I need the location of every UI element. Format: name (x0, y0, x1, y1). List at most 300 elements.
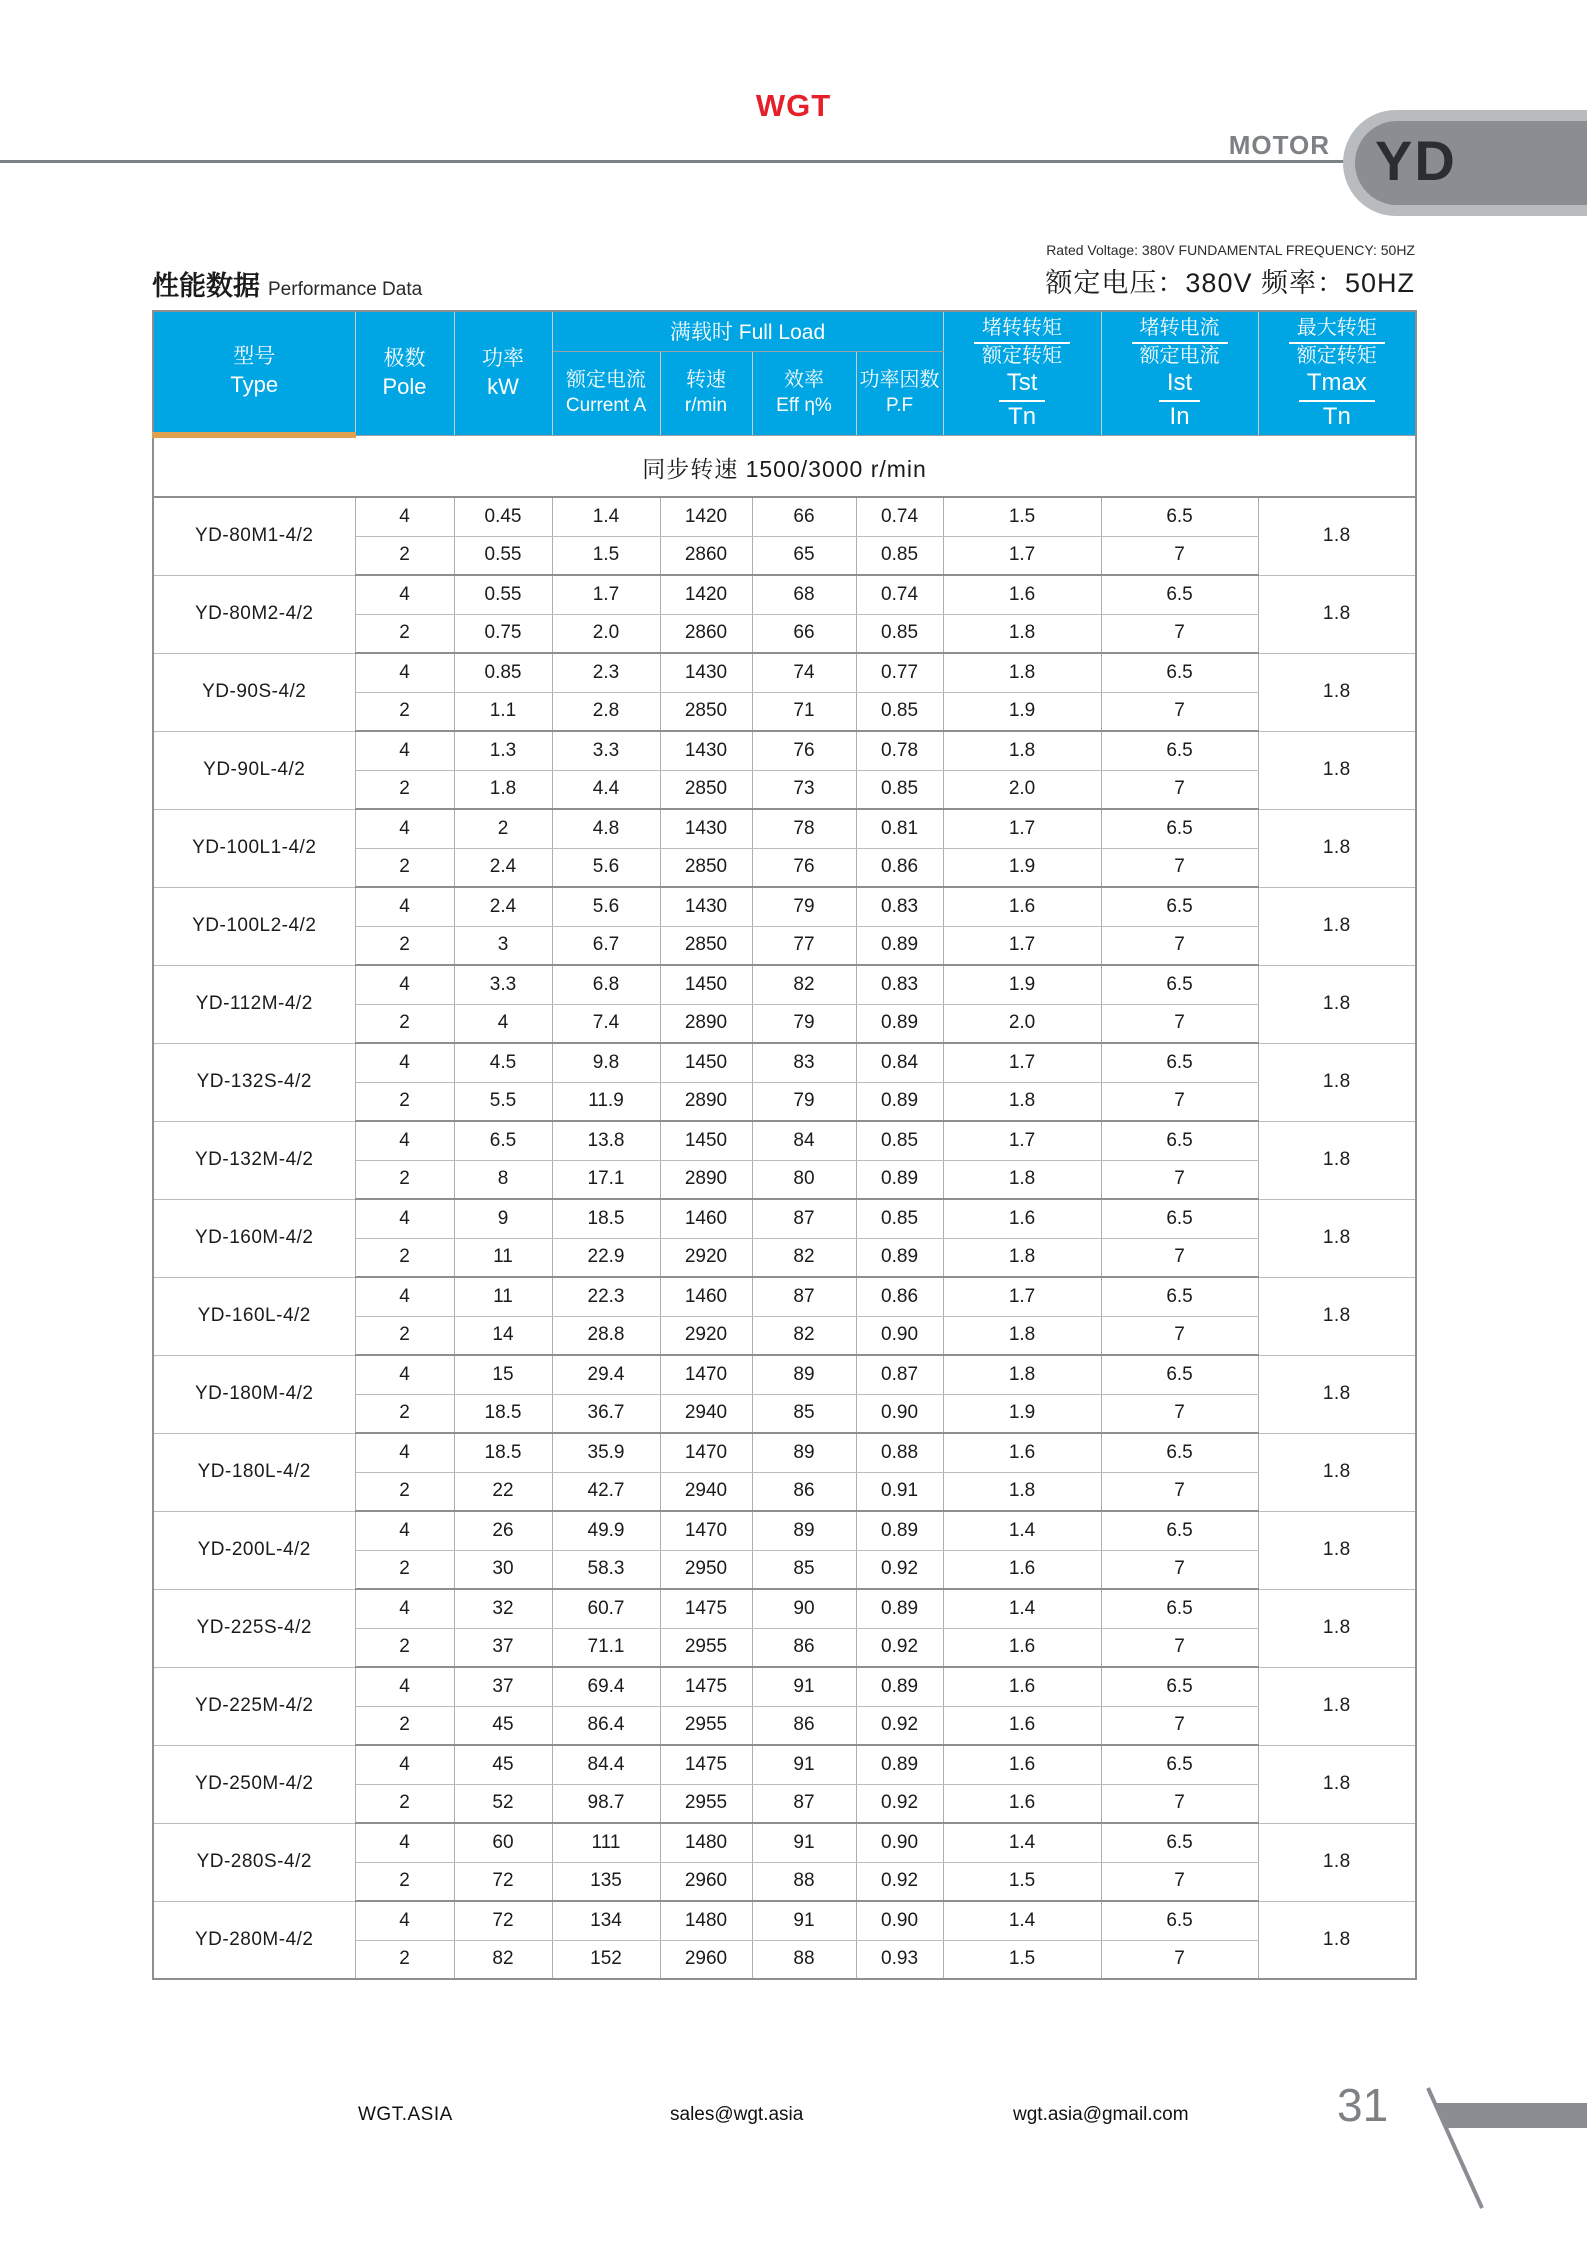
value-cell: 2 (355, 1316, 454, 1355)
wgt-logo: WGT (755, 88, 832, 123)
header-rule (0, 160, 1349, 163)
value-cell: 1475 (660, 1667, 752, 1706)
value-cell: 7 (1101, 1238, 1258, 1277)
tst-numerator-zh: 堵转转矩 (974, 316, 1070, 344)
value-cell: 1470 (660, 1355, 752, 1394)
value-cell: 1460 (660, 1277, 752, 1316)
value-cell: 73 (752, 770, 856, 809)
value-cell: 4 (355, 575, 454, 614)
value-cell: 2.0 (943, 1004, 1101, 1043)
value-cell: 0.81 (856, 809, 943, 848)
series-badge (1343, 110, 1587, 216)
value-cell: 1.4 (943, 1901, 1101, 1940)
value-cell: 91 (752, 1667, 856, 1706)
value-cell: 32 (454, 1589, 552, 1628)
value-cell: 1.5 (943, 1940, 1101, 1979)
value-cell: 14 (454, 1316, 552, 1355)
value-cell: 0.78 (856, 731, 943, 770)
value-cell: 7 (1101, 1082, 1258, 1121)
value-cell: 42.7 (552, 1472, 660, 1511)
value-cell: 134 (552, 1901, 660, 1940)
table-row (153, 575, 1416, 614)
value-cell: 6.5 (1101, 1433, 1258, 1472)
value-cell: 1475 (660, 1589, 752, 1628)
value-cell: 11.9 (552, 1082, 660, 1121)
value-cell: 1.8 (943, 1082, 1101, 1121)
synchronous-speed-label: 同步转速 1500/3000 r/min (153, 435, 1416, 497)
value-cell: 1.3 (454, 731, 552, 770)
value-cell: 1.8 (943, 1238, 1101, 1277)
table-row (153, 1823, 1416, 1862)
ist-numerator: Ist (1159, 368, 1200, 401)
motor-type-cell: YD-90S-4/2 (153, 653, 355, 731)
tmax-ratio-cell: 1.8 (1258, 1511, 1416, 1589)
value-cell: 6.5 (1101, 1589, 1258, 1628)
value-cell: 0.75 (454, 614, 552, 653)
col-header-pf (856, 351, 943, 435)
table-row (153, 887, 1416, 926)
value-cell: 1480 (660, 1901, 752, 1940)
value-cell: 86 (752, 1472, 856, 1511)
value-cell: 4 (355, 653, 454, 692)
value-cell: 5.5 (454, 1082, 552, 1121)
value-cell: 1420 (660, 575, 752, 614)
value-cell: 6.5 (1101, 497, 1258, 536)
value-cell: 3 (454, 926, 552, 965)
value-cell: 2955 (660, 1784, 752, 1823)
value-cell: 0.93 (856, 1940, 943, 1979)
value-cell: 0.89 (856, 1511, 943, 1550)
value-cell: 2950 (660, 1550, 752, 1589)
value-cell: 91 (752, 1901, 856, 1940)
value-cell: 1.7 (943, 926, 1101, 965)
table-row (153, 1121, 1416, 1160)
value-cell: 82 (752, 965, 856, 1004)
value-cell: 91 (752, 1823, 856, 1862)
value-cell: 6.5 (1101, 1667, 1258, 1706)
value-cell: 2850 (660, 926, 752, 965)
footer-email-gmail: wgt.asia@gmail.com (1013, 2104, 1189, 2125)
motor-type-cell: YD-160M-4/2 (153, 1199, 355, 1277)
value-cell: 6.5 (1101, 1901, 1258, 1940)
value-cell: 11 (454, 1238, 552, 1277)
value-cell: 1.6 (943, 1706, 1101, 1745)
value-cell: 72 (454, 1901, 552, 1940)
col-header-pf-en: P.F (885, 394, 914, 416)
value-cell: 60 (454, 1823, 552, 1862)
motor-type-cell: YD-160L-4/2 (153, 1277, 355, 1355)
tmax-ratio-cell: 1.8 (1258, 1199, 1416, 1277)
value-cell: 2 (355, 1862, 454, 1901)
value-cell: 90 (752, 1589, 856, 1628)
value-cell: 6.8 (552, 965, 660, 1004)
value-cell: 4.5 (454, 1043, 552, 1082)
value-cell: 2920 (660, 1238, 752, 1277)
value-cell: 1.8 (943, 653, 1101, 692)
value-cell: 1.6 (943, 1433, 1101, 1472)
tmax-ratio-cell: 1.8 (1258, 497, 1416, 575)
table-row (153, 1667, 1416, 1706)
value-cell: 135 (552, 1862, 660, 1901)
value-cell: 0.77 (856, 653, 943, 692)
value-cell: 30 (454, 1550, 552, 1589)
value-cell: 4 (355, 809, 454, 848)
value-cell: 1.7 (943, 536, 1101, 575)
tmax-ratio-cell: 1.8 (1258, 809, 1416, 887)
value-cell: 0.89 (856, 1589, 943, 1628)
value-cell: 7 (1101, 1394, 1258, 1433)
rated-voltage-block (1045, 242, 1415, 300)
motor-type-cell: YD-132S-4/2 (153, 1043, 355, 1121)
value-cell: 0.85 (856, 770, 943, 809)
value-cell: 74 (752, 653, 856, 692)
value-cell: 1.4 (552, 497, 660, 536)
motor-type-cell: YD-180M-4/2 (153, 1355, 355, 1433)
motor-type-cell: YD-225S-4/2 (153, 1589, 355, 1667)
value-cell: 0.74 (856, 497, 943, 536)
value-cell: 0.55 (454, 536, 552, 575)
value-cell: 77 (752, 926, 856, 965)
value-cell: 6.5 (1101, 1823, 1258, 1862)
value-cell: 4 (355, 1901, 454, 1940)
value-cell: 9 (454, 1199, 552, 1238)
value-cell: 1430 (660, 887, 752, 926)
value-cell: 0.89 (856, 1745, 943, 1784)
value-cell: 0.85 (856, 692, 943, 731)
table-row (153, 965, 1416, 1004)
tmax-numerator: Tmax (1299, 368, 1375, 401)
value-cell: 0.83 (856, 887, 943, 926)
value-cell: 66 (752, 614, 856, 653)
tmax-ratio-cell: 1.8 (1258, 1667, 1416, 1745)
value-cell: 2920 (660, 1316, 752, 1355)
value-cell: 2960 (660, 1862, 752, 1901)
col-header-ist-in (1101, 311, 1258, 435)
value-cell: 72 (454, 1862, 552, 1901)
value-cell: 79 (752, 1082, 856, 1121)
ist-denominator-zh: 额定电流 (1139, 344, 1220, 367)
footer-corner-decoration (1420, 2075, 1587, 2215)
value-cell: 86.4 (552, 1706, 660, 1745)
value-cell: 3.3 (552, 731, 660, 770)
value-cell: 0.89 (856, 1082, 943, 1121)
value-cell: 0.55 (454, 575, 552, 614)
value-cell: 1.7 (943, 1277, 1101, 1316)
value-cell: 1.6 (943, 1628, 1101, 1667)
value-cell: 1.5 (943, 497, 1101, 536)
motor-type-cell: YD-90L-4/2 (153, 731, 355, 809)
value-cell: 84.4 (552, 1745, 660, 1784)
value-cell: 0.90 (856, 1823, 943, 1862)
value-cell: 1.6 (943, 575, 1101, 614)
table-row (153, 1433, 1416, 1472)
value-cell: 2 (355, 770, 454, 809)
value-cell: 52 (454, 1784, 552, 1823)
value-cell: 4.8 (552, 809, 660, 848)
motor-type-cell: YD-180L-4/2 (153, 1433, 355, 1511)
value-cell: 2 (355, 1004, 454, 1043)
value-cell: 6.5 (1101, 1511, 1258, 1550)
motor-type-cell: YD-280M-4/2 (153, 1901, 355, 1979)
value-cell: 4 (355, 731, 454, 770)
col-header-current-zh: 额定电流 (566, 369, 646, 392)
col-header-power-en: kW (487, 373, 519, 399)
value-cell: 1.7 (943, 1043, 1101, 1082)
value-cell: 2940 (660, 1394, 752, 1433)
synchronous-speed-row (153, 435, 1416, 497)
value-cell: 0.89 (856, 1238, 943, 1277)
table-row (153, 1901, 1416, 1940)
value-cell: 79 (752, 1004, 856, 1043)
value-cell: 4.4 (552, 770, 660, 809)
value-cell: 0.92 (856, 1628, 943, 1667)
value-cell: 7.4 (552, 1004, 660, 1043)
value-cell: 1.6 (943, 1199, 1101, 1238)
value-cell: 8 (454, 1160, 552, 1199)
value-cell: 7 (1101, 1862, 1258, 1901)
value-cell: 1430 (660, 809, 752, 848)
value-cell: 2850 (660, 770, 752, 809)
value-cell: 0.85 (856, 536, 943, 575)
value-cell: 17.1 (552, 1160, 660, 1199)
value-cell: 6.5 (1101, 653, 1258, 692)
value-cell: 6.5 (1101, 887, 1258, 926)
value-cell: 7 (1101, 926, 1258, 965)
value-cell: 1.6 (943, 1784, 1101, 1823)
value-cell: 4 (355, 1823, 454, 1862)
value-cell: 2850 (660, 848, 752, 887)
value-cell: 60.7 (552, 1589, 660, 1628)
value-cell: 89 (752, 1511, 856, 1550)
value-cell: 87 (752, 1277, 856, 1316)
value-cell: 4 (355, 497, 454, 536)
value-cell: 2850 (660, 692, 752, 731)
value-cell: 2 (355, 1238, 454, 1277)
value-cell: 1450 (660, 1043, 752, 1082)
tst-denominator-zh: 额定转矩 (982, 344, 1063, 367)
value-cell: 7 (1101, 1550, 1258, 1589)
value-cell: 4 (355, 887, 454, 926)
value-cell: 3.3 (454, 965, 552, 1004)
value-cell: 45 (454, 1706, 552, 1745)
value-cell: 88 (752, 1940, 856, 1979)
value-cell: 69.4 (552, 1667, 660, 1706)
value-cell: 85 (752, 1550, 856, 1589)
col-header-speed-en: r/min (684, 394, 728, 416)
value-cell: 0.85 (856, 1199, 943, 1238)
value-cell: 7 (1101, 770, 1258, 809)
value-cell: 2 (355, 1394, 454, 1433)
table-row (153, 1511, 1416, 1550)
value-cell: 1.9 (943, 965, 1101, 1004)
value-cell: 71.1 (552, 1628, 660, 1667)
value-cell: 71 (752, 692, 856, 731)
value-cell: 1430 (660, 653, 752, 692)
value-cell: 29.4 (552, 1355, 660, 1394)
value-cell: 1.8 (943, 1355, 1101, 1394)
value-cell: 0.92 (856, 1550, 943, 1589)
value-cell: 1.8 (943, 1316, 1101, 1355)
footer-email-sales: sales@wgt.asia (670, 2104, 804, 2125)
col-header-tst-tn (943, 311, 1101, 435)
value-cell: 1470 (660, 1511, 752, 1550)
value-cell: 0.85 (856, 1121, 943, 1160)
value-cell: 68 (752, 575, 856, 614)
motor-type-cell: YD-250M-4/2 (153, 1745, 355, 1823)
value-cell: 98.7 (552, 1784, 660, 1823)
value-cell: 7 (1101, 1472, 1258, 1511)
page-number: 31 (1337, 2079, 1389, 2131)
value-cell: 58.3 (552, 1550, 660, 1589)
value-cell: 2 (355, 926, 454, 965)
value-cell: 78 (752, 809, 856, 848)
value-cell: 1.7 (943, 1121, 1101, 1160)
col-header-type-zh: 型号 (233, 345, 276, 369)
value-cell: 85 (752, 1394, 856, 1433)
value-cell: 4 (355, 1355, 454, 1394)
col-header-pole-en: Pole (382, 373, 427, 399)
col-header-speed-zh: 转速 (686, 369, 726, 392)
tmax-ratio-cell: 1.8 (1258, 731, 1416, 809)
value-cell: 87 (752, 1784, 856, 1823)
col-header-full-load: 满载时 Full Load (552, 311, 943, 351)
table-row (153, 1745, 1416, 1784)
value-cell: 1.6 (943, 887, 1101, 926)
col-header-eff (752, 351, 856, 435)
tmax-ratio-cell: 1.8 (1258, 1121, 1416, 1199)
value-cell: 18.5 (454, 1433, 552, 1472)
motor-label: MOTOR (1228, 130, 1330, 160)
value-cell: 111 (552, 1823, 660, 1862)
value-cell: 86 (752, 1706, 856, 1745)
value-cell: 6.5 (1101, 1277, 1258, 1316)
value-cell: 4 (355, 1043, 454, 1082)
value-cell: 1.8 (454, 770, 552, 809)
value-cell: 45 (454, 1745, 552, 1784)
value-cell: 1.6 (943, 1550, 1101, 1589)
tmax-ratio-cell: 1.8 (1258, 887, 1416, 965)
value-cell: 7 (1101, 1160, 1258, 1199)
value-cell: 2.0 (943, 770, 1101, 809)
value-cell: 7 (1101, 536, 1258, 575)
col-header-power-zh: 功率 (482, 346, 524, 370)
value-cell: 2 (355, 1550, 454, 1589)
value-cell: 6.5 (1101, 809, 1258, 848)
motor-type-cell: YD-225M-4/2 (153, 1667, 355, 1745)
value-cell: 49.9 (552, 1511, 660, 1550)
value-cell: 22.3 (552, 1277, 660, 1316)
value-cell: 87 (752, 1199, 856, 1238)
value-cell: 1.8 (943, 731, 1101, 770)
value-cell: 79 (752, 887, 856, 926)
motor-type-cell: YD-280S-4/2 (153, 1823, 355, 1901)
ist-denominator: In (1169, 402, 1190, 430)
table-row (153, 809, 1416, 848)
value-cell: 89 (752, 1433, 856, 1472)
value-cell: 4 (355, 1121, 454, 1160)
value-cell: 37 (454, 1628, 552, 1667)
value-cell: 0.83 (856, 965, 943, 1004)
value-cell: 1.7 (552, 575, 660, 614)
series-badge-label: YD (1375, 128, 1457, 192)
value-cell: 6.5 (1101, 1199, 1258, 1238)
value-cell: 0.89 (856, 1004, 943, 1043)
value-cell: 86 (752, 1628, 856, 1667)
value-cell: 4 (355, 1277, 454, 1316)
value-cell: 2860 (660, 536, 752, 575)
value-cell: 7 (1101, 1004, 1258, 1043)
value-cell: 0.85 (856, 614, 943, 653)
value-cell: 7 (1101, 1316, 1258, 1355)
tmax-denominator: Tn (1322, 402, 1351, 430)
motor-type-cell: YD-100L1-4/2 (153, 809, 355, 887)
value-cell: 36.7 (552, 1394, 660, 1433)
col-header-power (454, 311, 552, 435)
value-cell: 2.3 (552, 653, 660, 692)
value-cell: 1.7 (943, 809, 1101, 848)
table-row (153, 1199, 1416, 1238)
value-cell: 1460 (660, 1199, 752, 1238)
value-cell: 2860 (660, 614, 752, 653)
value-cell: 1.1 (454, 692, 552, 731)
value-cell: 0.92 (856, 1862, 943, 1901)
value-cell: 2 (355, 692, 454, 731)
rated-voltage-zh: 额定电压：380V 频率：50HZ (1045, 268, 1415, 298)
table-row (153, 653, 1416, 692)
tmax-ratio-cell: 1.8 (1258, 965, 1416, 1043)
value-cell: 0.84 (856, 1043, 943, 1082)
value-cell: 0.89 (856, 1160, 943, 1199)
motor-type-cell: YD-100L2-4/2 (153, 887, 355, 965)
tst-denominator: Tn (1008, 402, 1037, 430)
table-row (153, 1589, 1416, 1628)
value-cell: 2 (355, 1940, 454, 1979)
value-cell: 7 (1101, 848, 1258, 887)
table-row (153, 1355, 1416, 1394)
tmax-denominator-zh: 额定转矩 (1296, 344, 1377, 367)
value-cell: 88 (752, 1862, 856, 1901)
value-cell: 2940 (660, 1472, 752, 1511)
value-cell: 0.86 (856, 848, 943, 887)
section-title-en: Performance Data (268, 279, 423, 300)
value-cell: 1.9 (943, 692, 1101, 731)
value-cell: 66 (752, 497, 856, 536)
value-cell: 0.90 (856, 1901, 943, 1940)
value-cell: 2.0 (552, 614, 660, 653)
value-cell: 6.7 (552, 926, 660, 965)
value-cell: 1.4 (943, 1823, 1101, 1862)
value-cell: 2 (355, 1160, 454, 1199)
value-cell: 0.87 (856, 1355, 943, 1394)
value-cell: 91 (752, 1745, 856, 1784)
value-cell: 6.5 (1101, 1355, 1258, 1394)
tmax-ratio-cell: 1.8 (1258, 1823, 1416, 1901)
value-cell: 2 (355, 1472, 454, 1511)
value-cell: 1480 (660, 1823, 752, 1862)
tmax-ratio-cell: 1.8 (1258, 1355, 1416, 1433)
table-row (153, 1043, 1416, 1082)
value-cell: 76 (752, 848, 856, 887)
value-cell: 18.5 (552, 1199, 660, 1238)
value-cell: 2.8 (552, 692, 660, 731)
col-header-pf-zh: 功率因数 (859, 369, 940, 392)
ist-numerator-zh: 堵转电流 (1132, 316, 1228, 344)
value-cell: 0.90 (856, 1394, 943, 1433)
value-cell: 2.4 (454, 848, 552, 887)
value-cell: 2890 (660, 1160, 752, 1199)
value-cell: 6.5 (1101, 731, 1258, 770)
tmax-ratio-cell: 1.8 (1258, 1277, 1416, 1355)
